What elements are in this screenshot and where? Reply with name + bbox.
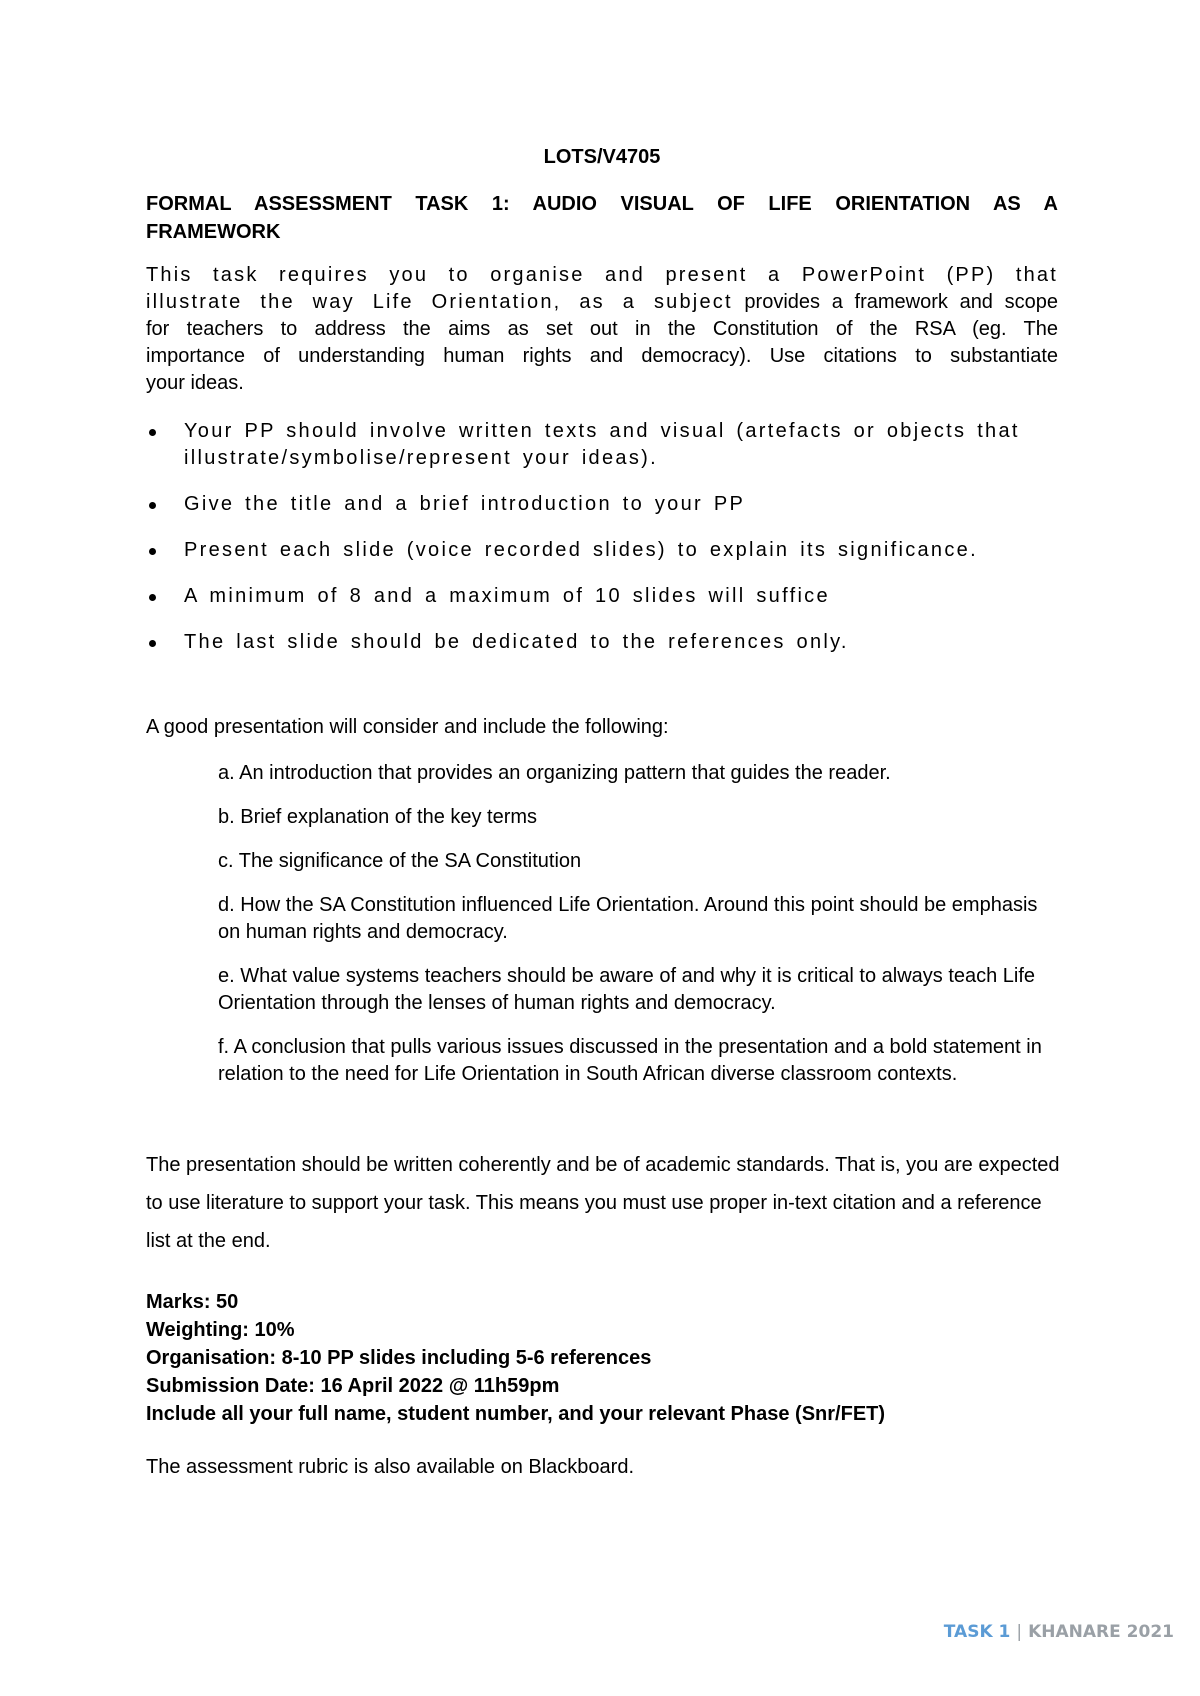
marks: Marks: 50: [146, 1291, 239, 1313]
weighting: Weighting: 10%: [146, 1319, 295, 1341]
task-heading-line2: FRAMEWORK: [146, 221, 281, 243]
good-presentation-intro: A good presentation will consider and include the following:: [146, 716, 669, 738]
module-code: LOTS/V4705: [543, 146, 661, 168]
footer-separator: |: [1016, 1622, 1023, 1642]
list-item: Your PP should involve written texts and visual (artefacts or objects that illustrate/symbolise/represent your ideas).: [146, 418, 1058, 472]
list-item: a. An introduction that provides an organizing pattern that guides the reader.: [218, 762, 891, 784]
criteria-list: [218, 760, 1058, 1105]
bullet-icon: [149, 429, 156, 436]
bullet-icon: [149, 640, 156, 647]
bullet-icon: [149, 502, 156, 509]
intro-line-3: for teachers to address the aims as set out in the Constitution of the RSA (eg. The: [146, 318, 1058, 340]
intro-line-2-rest: provides a framework and scope: [732, 291, 1058, 313]
intro-line-2: [146, 289, 1058, 316]
bullet-icon: [149, 548, 156, 555]
requirements-list: [146, 418, 1058, 675]
intro-line-5: your ideas.: [146, 372, 244, 394]
submission-date: Submission Date: 16 April 2022 @ 11h59pm: [146, 1375, 560, 1397]
task-heading: [146, 190, 1058, 246]
list-item: Present each slide (voice recorded slides) to explain its significance.: [146, 537, 1058, 564]
task-heading-line1: FORMAL ASSESSMENT TASK 1: AUDIO VISUAL OF LIFE ORIENTATION AS A: [146, 193, 1058, 215]
page-footer: [944, 1622, 1174, 1642]
list-item: The last slide should be dedicated to the references only.: [146, 629, 1058, 656]
bullet-icon: [149, 594, 156, 601]
list-item: A minimum of 8 and a maximum of 10 slides will suffice: [146, 583, 1058, 610]
intro-line-4: importance of understanding human rights and democracy). Use citations to substantiate: [146, 345, 1058, 367]
organisation: Organisation: 8-10 PP slides including 5-6 references: [146, 1347, 652, 1369]
list-item: b. Brief explanation of the key terms: [218, 806, 538, 828]
footer-author: KHANARE 2021: [1028, 1622, 1174, 1642]
intro-paragraph: [146, 262, 1058, 397]
list-item: f. A conclusion that pulls various issues discussed in the presentation and a bold statement in relation to the need for Life Orientation in South African diverse classroom contexts.: [218, 1036, 1042, 1085]
assessment-details: [146, 1288, 1058, 1428]
list-item: c. The significance of the SA Constitution: [218, 850, 582, 872]
list-item: e. What value systems teachers should be aware of and why it is critical to always teach Life Orientation through the lenses of human rights and democracy.: [218, 965, 1036, 1014]
list-item: d. How the SA Constitution influenced Life Orientation. Around this point should be emphasis on human rights and democracy.: [218, 894, 1038, 943]
list-item: Give the title and a brief introduction to your PP: [146, 491, 1058, 518]
footer-task: TASK 1: [943, 1622, 1011, 1642]
standards-paragraph: The presentation should be written coherently and be of academic standards. That is, you are expected to use literature to support your task. This means you must use proper in-text citation and a reference list at the end.: [146, 1154, 1060, 1252]
intro-line-1: This task requires you to organise and present a PowerPoint (PP) that: [146, 264, 1058, 286]
rubric-note: The assessment rubric is also available on Blackboard.: [146, 1456, 635, 1478]
include-details: Include all your full name, student number, and your relevant Phase (Snr/FET): [146, 1403, 886, 1425]
intro-line-2-spaced: illustrate the way Life Orientation, as a subject: [146, 291, 733, 313]
